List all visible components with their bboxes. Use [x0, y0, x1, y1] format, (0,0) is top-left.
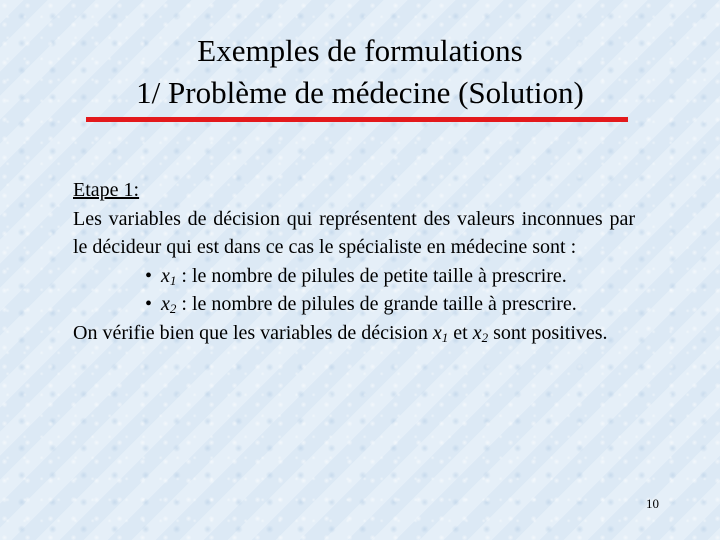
bullet-text: : le nombre de pilules de petite taille à prescrire.: [176, 264, 567, 287]
slide-title: [0, 30, 720, 114]
title-underline-divider: [86, 117, 628, 122]
variable-subscript: 2: [481, 329, 489, 345]
bullet-item-x1: [73, 262, 635, 291]
title-line-2: 1/ Problème de médecine (Solution): [136, 75, 584, 110]
variable-x1-inline: [433, 322, 448, 344]
variable-letter: x: [161, 264, 170, 287]
closing-paragraph: [73, 319, 635, 348]
variable-subscript: 1: [441, 329, 449, 345]
variable-subscript: 2: [169, 301, 177, 316]
variable-x1: [161, 265, 176, 287]
bullet-dot-icon: •: [145, 293, 153, 315]
closing-text-end: sont positives.: [488, 321, 608, 344]
slide-body: [73, 176, 635, 347]
closing-text-middle: et: [448, 321, 473, 344]
bullet-item-x2: [73, 290, 635, 319]
variable-subscript: 1: [169, 272, 177, 288]
variable-letter: x: [161, 293, 170, 315]
intro-paragraph: Les variables de décision qui représentent des valeurs inconnues par le décideur qui est dans ce cas le spécialiste en médecine sont :: [73, 207, 635, 258]
variable-x2-inline: [473, 322, 488, 344]
variable-letter: x: [472, 321, 482, 344]
step-heading: Etape 1:: [73, 179, 140, 201]
page-number: 10: [646, 496, 659, 511]
bullet-text: : le nombre de pilules de grande taille à prescrire.: [176, 293, 577, 315]
variable-x2: [161, 293, 176, 315]
closing-text-start: On vérifie bien que les variables de décision: [73, 321, 433, 344]
bullet-dot-icon: •: [145, 264, 153, 287]
title-line-1: Exemples de formulations: [197, 33, 523, 68]
variable-letter: x: [432, 321, 442, 344]
